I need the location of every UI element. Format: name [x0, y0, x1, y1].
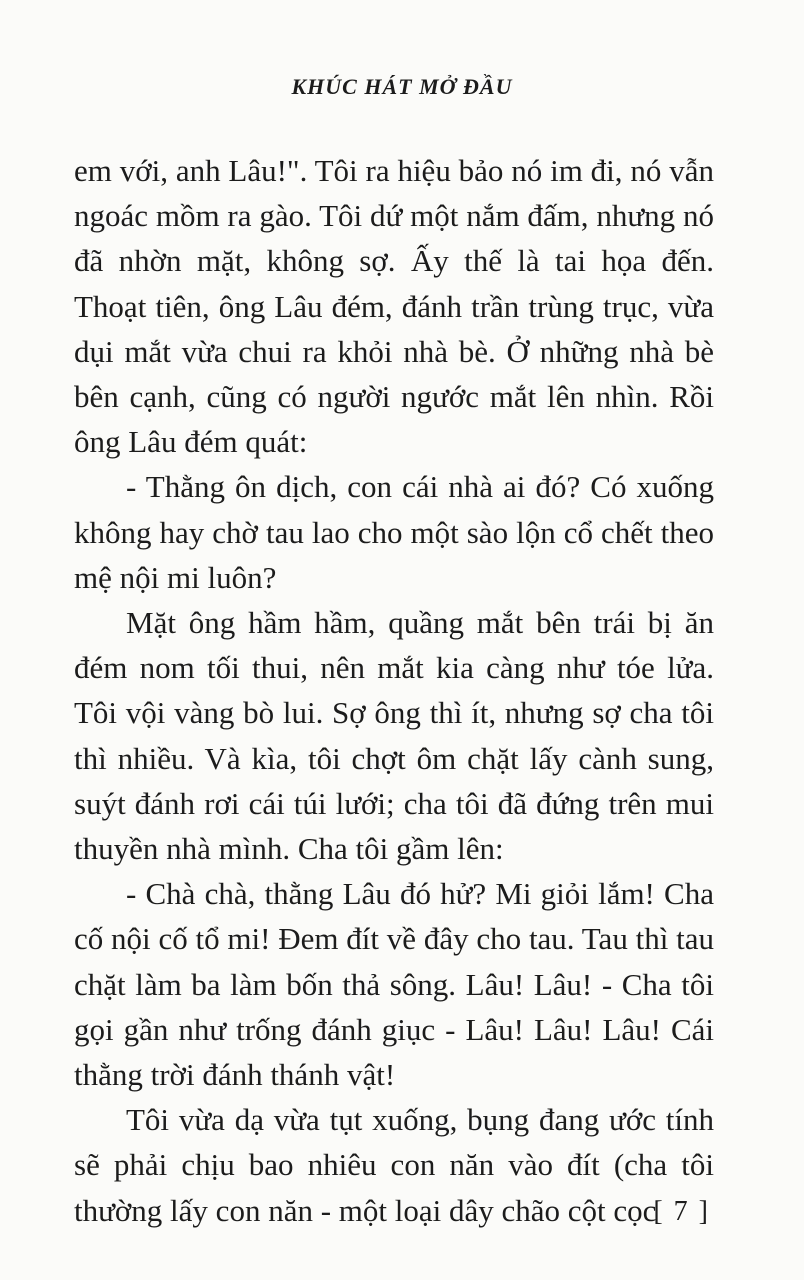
paragraph-narration: Mặt ông hầm hầm, quầng mắt bên trái bị ăn đém nom tối thui, nên mắt kia càng như tóe lửa. Tôi vội vàng bò lui. Sợ ông thì ít, nhưng sợ cha tôi thì nhiều. Và kìa, tôi chợt ôm chặt lấy cành sung, suýt đánh rơi cái túi lưới; cha tôi đã đứng trên mui thuyền nhà mình. Cha tôi gầm lên:	[74, 605, 714, 867]
running-head: KHÚC HÁT MỞ ĐẦU	[291, 74, 513, 99]
page-number: [ 7 ]	[653, 1196, 710, 1227]
paragraph-final: Tôi vừa dạ vừa tụt xuống, bụng đang ước tính sẽ phải chịu bao nhiêu con năn vào đít (cha tôi thường lấy con năn - một loại dây chão cột cọc	[74, 1102, 714, 1228]
paragraph-dialogue-lau: - Thằng ôn dịch, con cái nhà ai đó? Có xuống không hay chờ tau lao cho một sào lộn cổ chết theo mệ nội mi luôn?	[74, 469, 714, 595]
paragraph-continued: em với, anh Lâu!". Tôi ra hiệu bảo nó im đi, nó vẫn ngoác mồm ra gào. Tôi dứ một nắm đấm, nhưng nó đã nhờn mặt, không sợ. Ấy thế là tai họa đến. Thoạt tiên, ông Lâu đém, đánh trần trùng trục, vừa dụi mắt vừa chui ra khỏi nhà bè. Ở những nhà bè bên cạnh, cũng có người ngước mắt lên nhìn. Rồi ông Lâu đém quát:	[74, 153, 714, 460]
paragraph-dialogue-father: - Chà chà, thằng Lâu đó hử? Mi giỏi lắm! Cha cố nội cố tổ mi! Đem đít về đây cho tau. Tau thì tau chặt làm ba làm bốn thả sông. Lâu! Lâu! - Cha tôi gọi gần như trống đánh giục - Lâu! Lâu! Lâu! Cái thằng trời đánh thánh vật!	[74, 876, 714, 1093]
body-text	[74, 148, 714, 1233]
